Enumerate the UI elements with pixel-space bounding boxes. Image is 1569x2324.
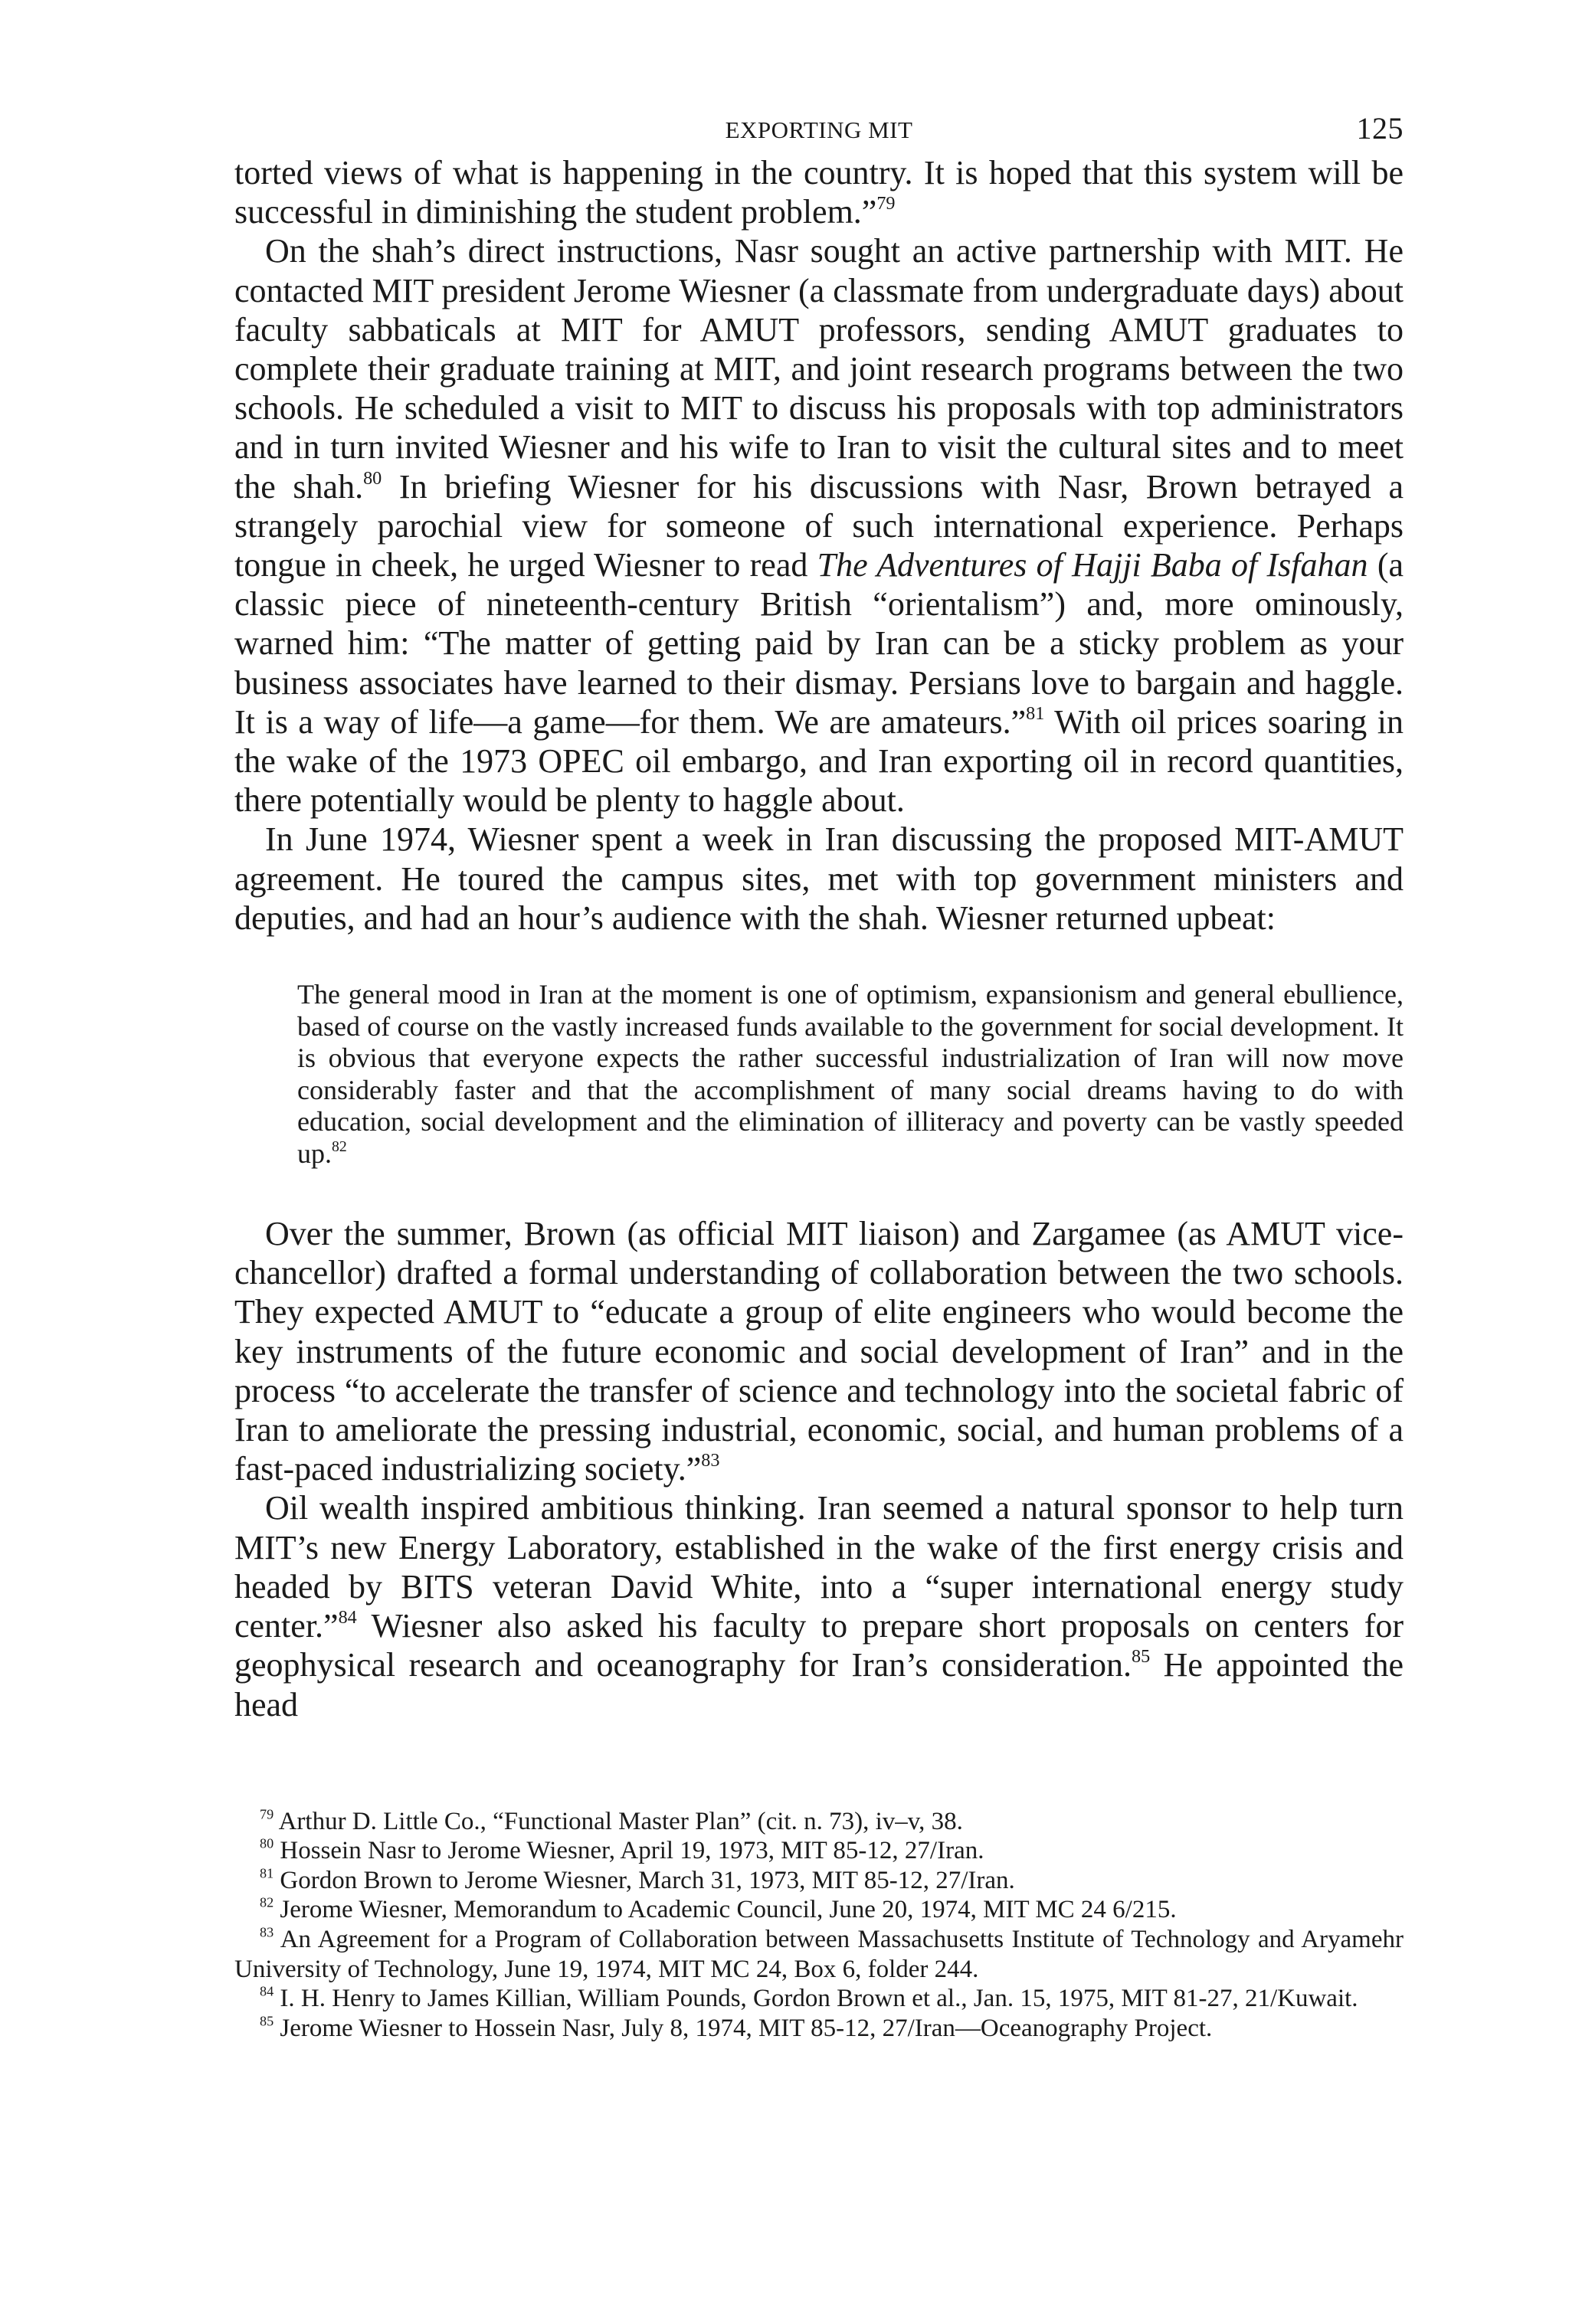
footnote	[234, 1836, 1404, 1866]
text-run: Wiesner also asked his faculty to prepare short proposals on centers for geophysical research and oceanography for Iran’s consideration.	[234, 1607, 1404, 1684]
footnote-number: 79	[260, 1806, 274, 1822]
text-run: In briefing Wiesner for his discussions with Nasr, Brown betrayed a strangely parochial view for someone of such international experience. Perhaps tongue in cheek, he urged Wiesner to read	[234, 467, 1404, 584]
footnotes	[234, 1807, 1404, 2044]
footnote	[234, 1925, 1404, 1984]
running-head	[234, 107, 1404, 153]
footnote-number: 84	[260, 1983, 274, 1999]
footnote	[234, 1866, 1404, 1896]
book-title: The Adventures of Hajji Baba of Isfahan	[817, 546, 1368, 584]
footnote-number: 82	[260, 1894, 274, 1910]
body-text-continued	[234, 1214, 1404, 1724]
text-run: torted views of what is happening in the country. It is hoped that this system will be successful in diminishing the student problem.”	[234, 154, 1404, 231]
text-run: Over the summer, Brown (as official MIT liaison) and Zargamee (as AMUT vice-chancellor) drafted a formal understanding of collaboration between the two schools. They expected AMUT to “educate a group of elite engineers who would become the key instruments of the future economic and social development of Iran” and in the process “to accelerate the transfer of science and technology into the societal fabric of Iran to ameliorate the pressing industrial, economic, social, and human problems of a fast-paced industrializing society.”	[234, 1215, 1404, 1488]
footnote-text: An Agreement for a Program of Collaboration between Massachusetts Institute of Technology and Aryamehr University of Technology, June 19, 1974, MIT MC 24, Box 6, folder 244.	[234, 1926, 1404, 1983]
footnote-text: Arthur D. Little Co., “Functional Master Plan” (cit. n. 73), iv–v, 38.	[278, 1807, 963, 1835]
footnote-text: Jerome Wiesner, Memorandum to Academic Council, June 20, 1974, MIT MC 24 6/215.	[280, 1896, 1177, 1924]
note-ref: 82	[332, 1137, 347, 1155]
paragraph	[234, 1214, 1404, 1488]
block-quote	[297, 979, 1404, 1170]
body-text	[234, 153, 1404, 938]
running-title: EXPORTING MIT	[725, 116, 913, 143]
text-run: Oil wealth inspired ambitious thinking. Iran seemed a natural sponsor to help turn MIT’s new Energy Laboratory, established in the wake of the first energy crisis and headed by BITS veteran David White, into a “super international energy study center.”	[234, 1489, 1404, 1645]
book-page	[234, 107, 1404, 2043]
footnote	[234, 1895, 1404, 1925]
footnote	[234, 1807, 1404, 1837]
footnote	[234, 1984, 1404, 2014]
note-ref: 81	[1026, 702, 1045, 724]
note-ref: 83	[701, 1450, 720, 1471]
note-ref: 85	[1132, 1646, 1151, 1668]
note-ref: 84	[338, 1606, 357, 1628]
footnote-text: I. H. Henry to James Killian, William Pounds, Gordon Brown et al., Jan. 15, 1975, MIT 81-27, 21/Kuwait.	[280, 1985, 1358, 2013]
text-run: In June 1974, Wiesner spent a week in Iran discussing the proposed MIT-AMUT agreement. He toured the campus sites, met with top government ministers and deputies, and had an hour’s audience with the shah. Wiesner returned upbeat:	[234, 820, 1404, 937]
paragraph	[234, 153, 1404, 231]
footnote-text: Gordon Brown to Jerome Wiesner, March 31, 1973, MIT 85-12, 27/Iran.	[280, 1866, 1015, 1894]
footnote-number: 83	[260, 1924, 274, 1940]
footnote-number: 81	[260, 1865, 274, 1881]
note-ref: 79	[876, 193, 896, 214]
footnote-number: 80	[260, 1835, 274, 1851]
footnote-number: 85	[260, 2013, 274, 2029]
text-run: (a classic piece of nineteenth-century British “orientalism”) and, more ominously, warned him: “The matter of getting paid by Iran can be a sticky problem as your business associates have learned to their dismay. Persians love to bargain and haggle. It is a way of life—a game—for them. We are amateurs.”	[234, 546, 1404, 741]
note-ref: 80	[363, 467, 382, 489]
text-run: The general mood in Iran at the moment is one of optimism, expansionism and general ebullience, based of course on the vastly increased funds available to the government for social development. It is obvious that everyone expects the rather successful industrialization of Iran will now move considerably faster and that the accomplishment of many social dreams having to do with education, social development and the elimination of illiteracy and poverty can be vastly speeded up.	[297, 979, 1404, 1169]
text-run: With oil prices soaring in the wake of the 1973 OPEC oil embargo, and Iran exporting oil in record quantities, there potentially would be plenty to haggle about.	[234, 702, 1404, 820]
text-run: On the shah’s direct instructions, Nasr sought an active partnership with MIT. He contacted MIT president Jerome Wiesner (a classmate from undergraduate days) about faculty sabbaticals at MIT for AMUT professors, sending AMUT graduates to complete their graduate training at MIT, and joint research programs between the two schools. He scheduled a visit to MIT to discuss his proposals with top administrators and in turn invited Wiesner and his wife to Iran to visit the cultural sites and to meet the shah.	[234, 232, 1404, 506]
paragraph	[234, 231, 1404, 820]
footnote	[234, 2014, 1404, 2044]
page-number: 125	[1356, 111, 1404, 146]
footnote-text: Jerome Wiesner to Hossein Nasr, July 8, 1974, MIT 85-12, 27/Iran—Oceanography Project.	[280, 2014, 1213, 2042]
footnote-text: Hossein Nasr to Jerome Wiesner, April 19, 1973, MIT 85-12, 27/Iran.	[280, 1837, 984, 1865]
paragraph	[234, 1488, 1404, 1723]
paragraph	[234, 820, 1404, 938]
text-run: He appointed the head	[234, 1646, 1404, 1723]
